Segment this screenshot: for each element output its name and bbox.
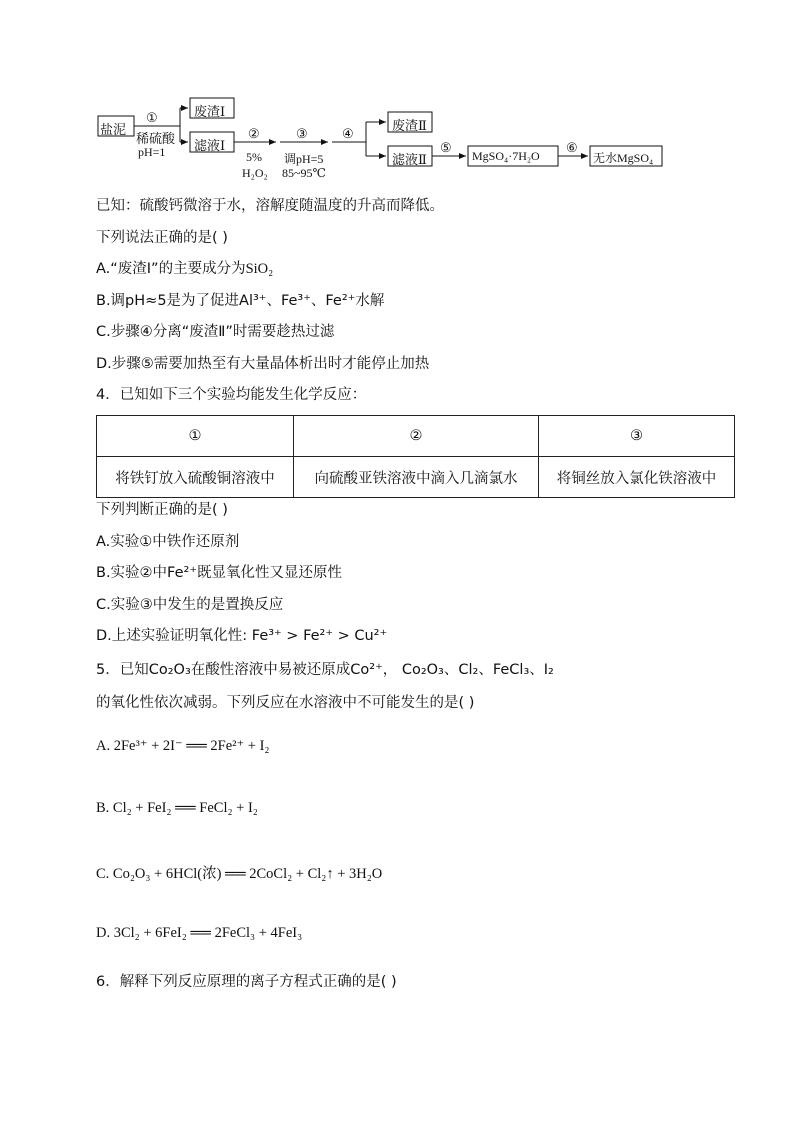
flow-connectors	[96, 92, 676, 188]
q4-option-c: C.实验③中发生的是置换反应	[96, 597, 284, 613]
q5-option-d: D. 3Cl₂ + 6FeI₂ ══ 2FeCl₃ + 4FeI₃	[96, 925, 303, 941]
q5-line1: 5．已知Co₂O₃在酸性溶液中易被还原成Co²⁺， Co₂O₃、Cl₂、FeCl₃、I₂	[96, 662, 554, 678]
flow-step1-num: ①	[146, 110, 158, 125]
flow-step1-ph: pH=1	[138, 145, 166, 159]
q3-option-a-text: A.“废渣Ⅰ”的主要成分为	[96, 261, 246, 277]
known-condition: 已知：硫酸钙微溶于水，溶解度随温度的升高而降低。	[96, 198, 444, 214]
flow-waste2: 废渣Ⅱ	[392, 118, 427, 133]
table-row	[97, 457, 735, 498]
q4-option-b: B.实验②中Fe²⁺既显氧化性又显还原性	[96, 565, 342, 581]
table-cell: 向硫酸亚铁溶液中滴入几滴氯水	[294, 457, 539, 498]
flow-step5-num: ⑤	[440, 140, 452, 155]
q3-stem: 下列说法正确的是( )	[96, 230, 228, 246]
q4-option-d: D.上述实验证明氧化性: Fe³⁺ > Fe²⁺ > Cu²⁺	[96, 628, 388, 644]
table-cell: 将铜丝放入氯化铁溶液中	[539, 457, 735, 498]
flow-step2-b: H₂O₂	[242, 166, 268, 180]
table-cell: 将铁钉放入硫酸铜溶液中	[97, 457, 294, 498]
q5-option-c: C. Co₂O₃ + 6HCl(浓) ══ 2CoCl₂ + Cl₂↑ + 3H₂O	[96, 866, 383, 882]
flow-start-label: 盐泥	[100, 122, 127, 137]
q4-option-a: A.实验①中铁作还原剂	[96, 534, 240, 550]
flow-step6-num: ⑥	[566, 140, 578, 155]
q3-option-a-formula: SiO₂	[245, 261, 274, 277]
table-header-cell: ①	[97, 416, 294, 457]
table-header-cell: ②	[294, 416, 539, 457]
flow-step1-reagent: 稀硫酸	[136, 131, 176, 146]
q3-option-a	[96, 259, 273, 279]
q5-line2: 的氧化性依次减弱。下列反应在水溶液中不可能发生的是( )	[96, 695, 475, 711]
process-flow-diagram	[96, 92, 676, 188]
flow-waste1: 废渣Ⅰ	[194, 104, 226, 119]
q3-option-c: C.步骤④分离“废渣Ⅱ”时需要趁热过滤	[96, 324, 335, 340]
flow-step3-a: 调pH=5	[284, 152, 324, 166]
q4-title: 4．已知如下三个实验均能发生化学反应：	[96, 387, 367, 403]
flow-step3-b: 85~95℃	[282, 166, 326, 180]
q3-option-b: B.调pH≈5是为了促进Al³⁺、Fe³⁺、Fe²⁺水解	[96, 293, 385, 309]
q6-title: 6．解释下列反应原理的离子方程式正确的是( )	[96, 974, 397, 990]
experiment-table	[96, 415, 735, 498]
flow-step2-a: 5%	[246, 150, 262, 164]
flow-filtrate2: 滤液Ⅱ	[392, 152, 427, 167]
flow-step2-num: ②	[248, 126, 260, 141]
table-header-row	[97, 416, 735, 457]
q5-option-a: A. 2Fe³⁺ + 2I⁻ ══ 2Fe²⁺ + I₂	[96, 738, 270, 754]
flow-filtrate1: 滤液Ⅰ	[194, 138, 226, 153]
q5-option-b: B. Cl₂ + FeI₂ ══ FeCl₂ + I₂	[96, 800, 258, 816]
q4-stem: 下列判断正确的是( )	[96, 502, 228, 518]
q3-option-d: D.步骤⑤需要加热至有大量晶体析出时才能停止加热	[96, 356, 430, 372]
table-header-cell: ③	[539, 416, 735, 457]
flow-product1: MgSO₄·7H₂O	[472, 149, 540, 163]
flow-step4-num: ④	[342, 126, 354, 141]
flow-product2: 无水MgSO₄	[593, 151, 654, 165]
flow-step3-num: ③	[296, 126, 308, 141]
